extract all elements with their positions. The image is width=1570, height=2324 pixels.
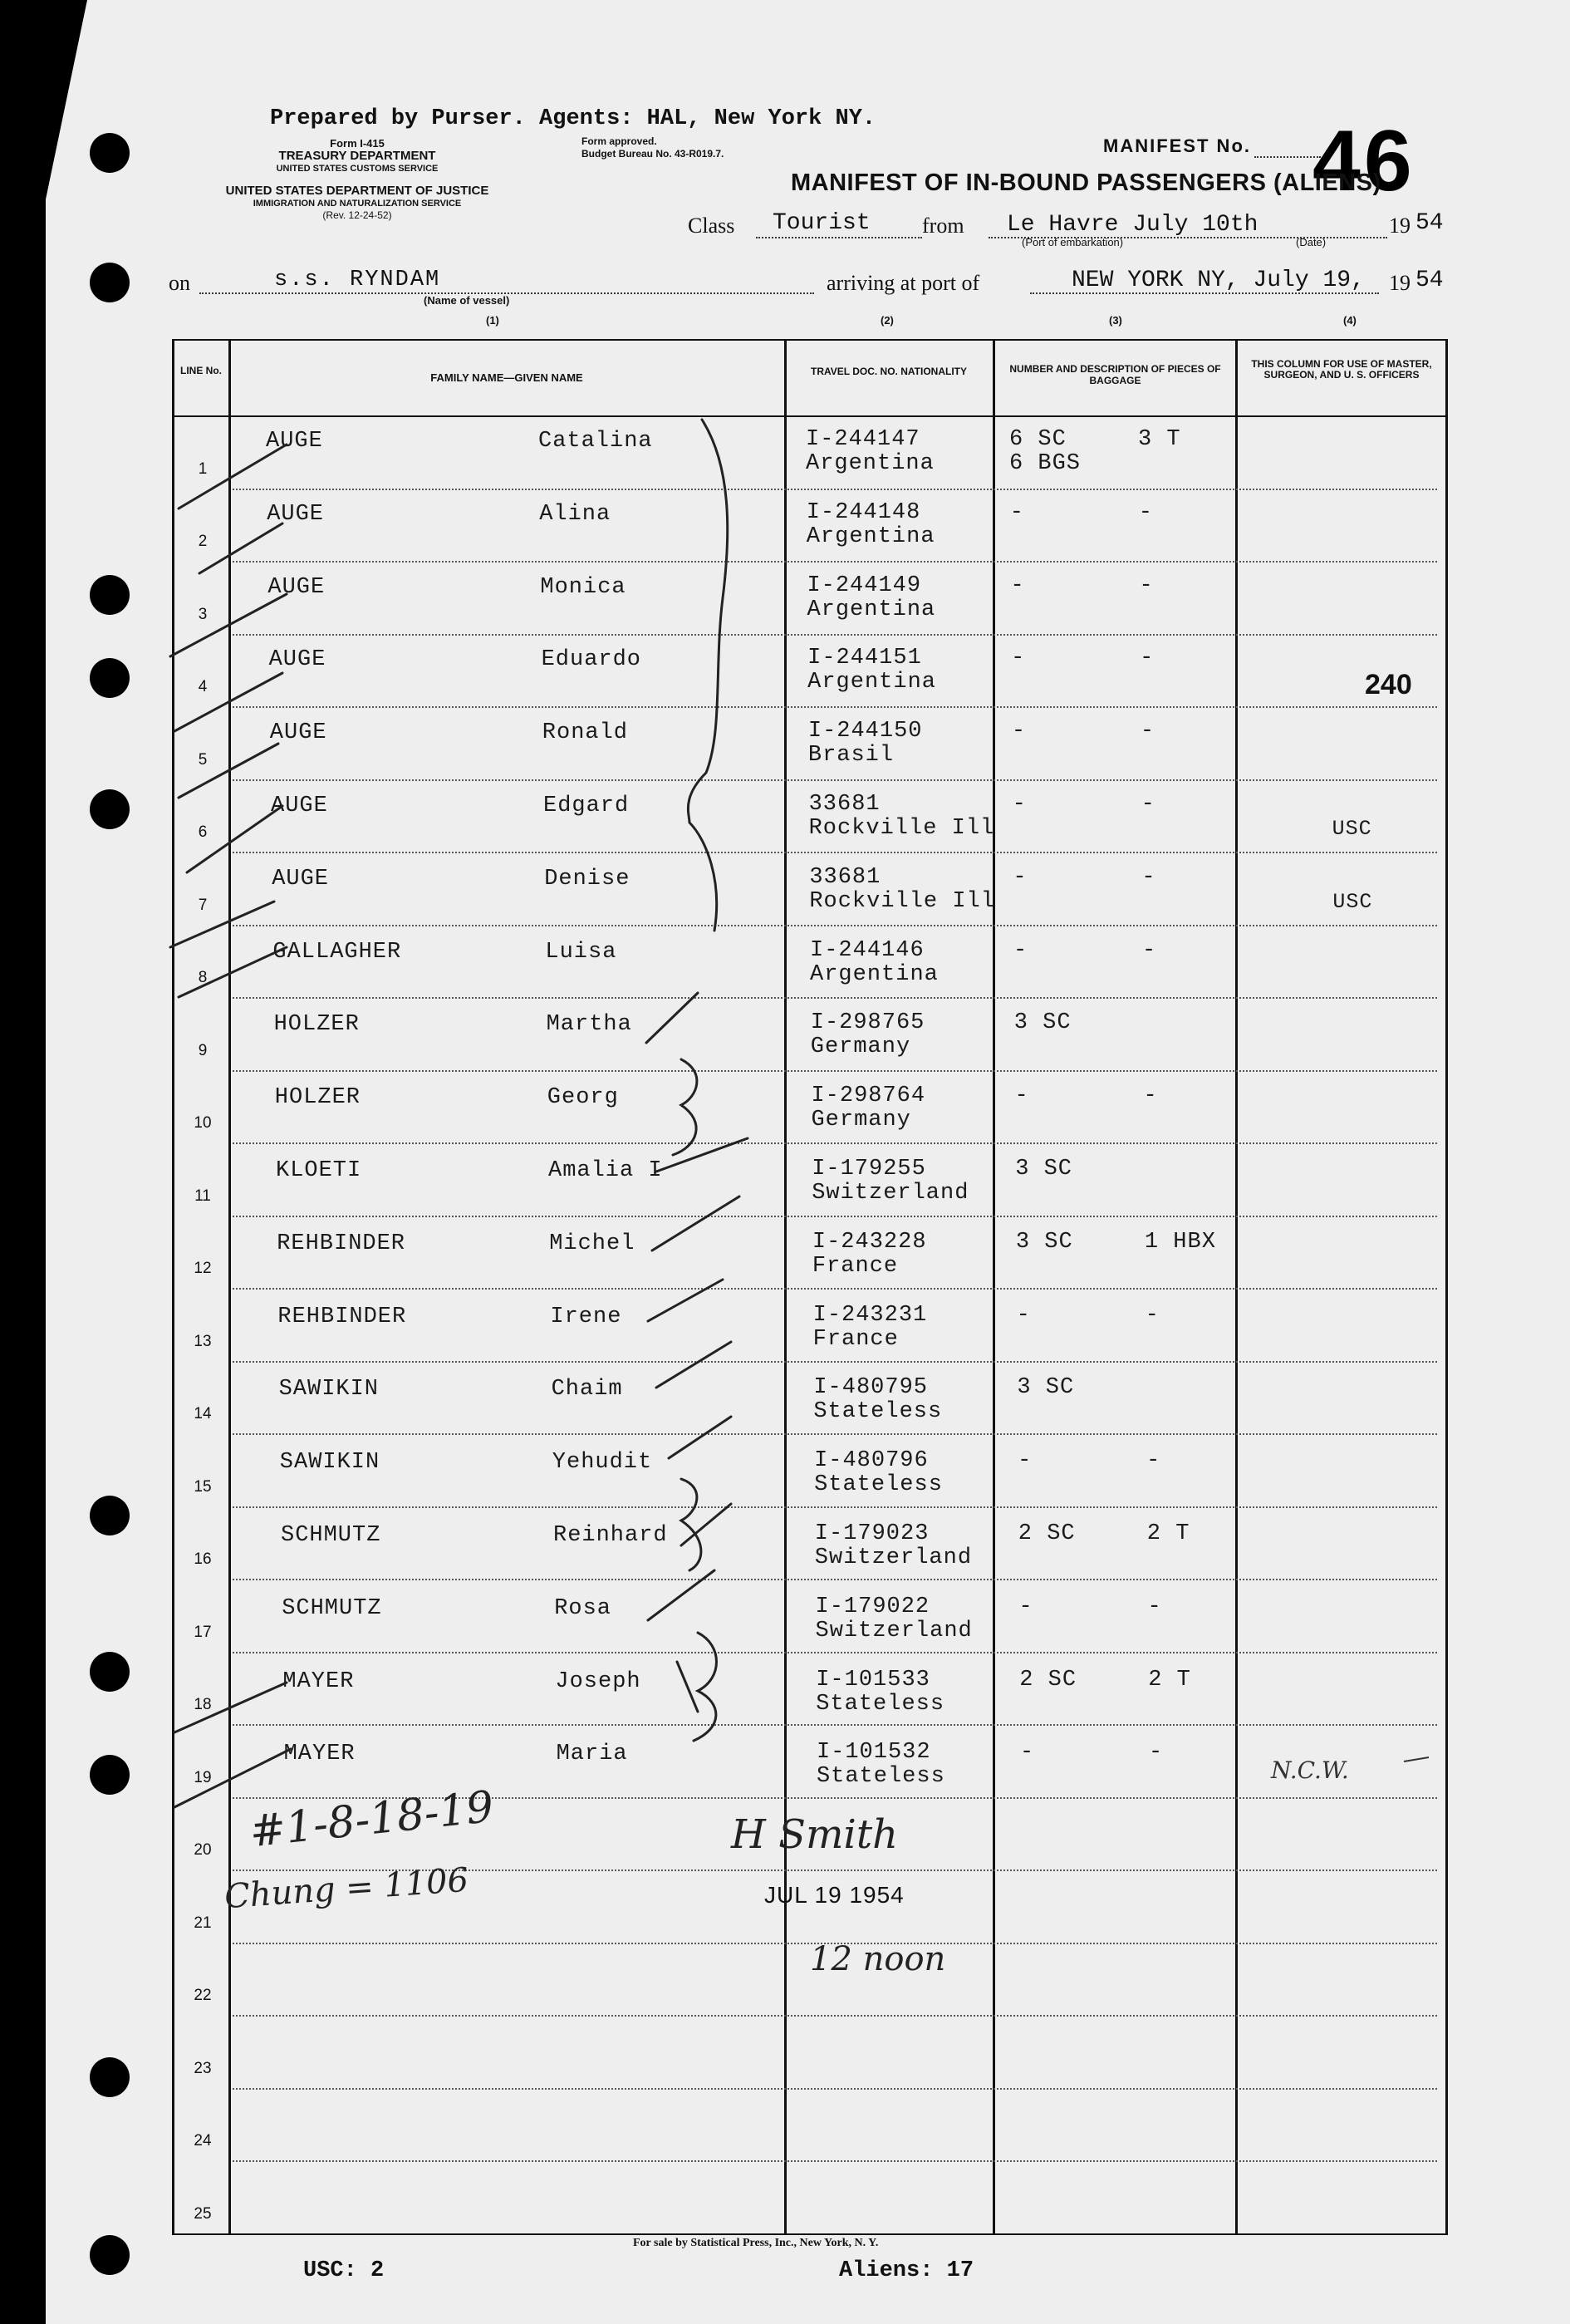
baggage-count: - <box>1012 792 1027 817</box>
line-number: 9 <box>198 1041 208 1059</box>
header-line-no: LINE No. <box>180 365 222 376</box>
line-number: 25 <box>194 2204 212 2223</box>
baggage-count: - <box>1018 1594 1033 1619</box>
line-number: 3 <box>198 605 208 623</box>
baggage-description: - <box>1142 937 1157 963</box>
line-number: 18 <box>194 1696 212 1713</box>
class-label: Class <box>688 214 735 238</box>
arriving-label: arriving at port of <box>827 271 980 295</box>
given-name: Amalia I <box>548 1158 663 1183</box>
family-name: MAYER <box>282 1668 355 1694</box>
line-number: 14 <box>194 1405 212 1422</box>
baggage-count: - <box>1011 719 1027 744</box>
nationality: Stateless <box>814 1472 943 1498</box>
arriving-year-prefix: 19 <box>1389 271 1411 295</box>
officer-note: USC <box>1332 817 1372 841</box>
revision: (Rev. 12-24-52) <box>322 209 392 221</box>
form-number: Form I-415 <box>330 137 385 150</box>
baggage-count: 3 SC <box>1015 1157 1072 1182</box>
nationality: Switzerland <box>814 1545 973 1570</box>
check-mark <box>179 744 278 798</box>
line-number: 5 <box>198 750 208 769</box>
year-suffix: 54 <box>1415 210 1444 236</box>
travel-doc-number: I-244147 <box>806 427 920 452</box>
travel-doc-number: I-244150 <box>807 719 923 744</box>
given-name: Rosa <box>554 1595 611 1621</box>
line-number: 6 <box>198 823 208 841</box>
date-caption: (Date) <box>1296 236 1327 248</box>
check-mark <box>170 902 274 947</box>
family-name: SAWIKIN <box>279 1450 380 1476</box>
column-caption-1: (1) <box>486 314 499 327</box>
travel-doc-number: I-179022 <box>815 1594 930 1619</box>
nationality: Argentina <box>806 523 935 549</box>
manifest-label: MANIFEST No. <box>1103 135 1251 156</box>
nationality: Argentina <box>807 670 936 695</box>
given-name: Joseph <box>555 1668 641 1694</box>
baggage-description: - <box>1141 864 1156 890</box>
justice-department: UNITED STATES DEPARTMENT OF JUSTICE <box>225 184 489 198</box>
nationality: Brasil <box>807 743 895 769</box>
travel-doc-number: I-243228 <box>812 1229 927 1255</box>
family-name: REHBINDER <box>277 1231 406 1256</box>
check-mark <box>199 523 282 573</box>
baggage-description: - <box>1138 499 1153 525</box>
nationality: Argentina <box>807 597 936 622</box>
treasury-department: TREASURY DEPARTMENT <box>278 149 436 163</box>
baggage-description: - <box>1143 1083 1158 1109</box>
budget-bureau: Budget Bureau No. 43-R019.7. <box>581 148 724 160</box>
travel-doc-number: I-480795 <box>813 1375 928 1401</box>
family-name: SCHMUTZ <box>281 1523 381 1548</box>
manifest-number: 46 <box>1312 113 1415 209</box>
baggage-count: - <box>1013 937 1028 963</box>
baggage-count: - <box>1009 499 1024 525</box>
travel-doc-number: I-480796 <box>814 1448 929 1474</box>
given-name: Ronald <box>542 720 629 746</box>
baggage-count: 6 SC <box>1009 427 1067 452</box>
immigration-service: IMMIGRATION AND NATURALIZATION SERVICE <box>253 199 462 209</box>
check-mark <box>179 947 287 997</box>
handwritten-line-list: #1-8-18-19 <box>247 1781 497 1858</box>
family-name: HOLZER <box>273 1012 360 1038</box>
baggage-description: 2 T <box>1148 1667 1191 1693</box>
line-number: 15 <box>194 1477 212 1496</box>
baggage-description: - <box>1140 719 1155 744</box>
header-name: FAMILY NAME—GIVEN NAME <box>430 371 583 384</box>
travel-doc-number: I-179255 <box>812 1157 926 1182</box>
given-name: Luisa <box>545 939 617 965</box>
baggage-description: - <box>1145 1302 1160 1328</box>
publisher: For sale by Statistical Press, Inc., New York, N. Y. <box>633 2237 879 2249</box>
given-name: Maria <box>556 1742 628 1767</box>
line-number: 4 <box>198 678 208 695</box>
baggage-description: 2 T <box>1146 1521 1190 1546</box>
baggage-description: - <box>1139 572 1154 598</box>
arrival-time-note: 12 noon <box>810 1940 946 1978</box>
family-name: AUGE <box>269 720 327 746</box>
line-number: 20 <box>194 1841 212 1859</box>
column-caption-4: (4) <box>1343 314 1357 327</box>
customs-service: UNITED STATES CUSTOMS SERVICE <box>276 164 439 174</box>
line-number: 13 <box>194 1332 212 1350</box>
family-name: SCHMUTZ <box>282 1595 382 1621</box>
aliens-count: Aliens: 17 <box>839 2258 974 2283</box>
line-number: 16 <box>194 1550 212 1568</box>
baggage-count: - <box>1013 864 1028 890</box>
given-name: Monica <box>540 574 626 600</box>
given-name: Yehudit <box>552 1450 653 1476</box>
baggage-count-extra: 6 BGS <box>1009 451 1082 476</box>
form-approved: Form approved. <box>581 135 657 147</box>
check-mark <box>179 445 287 509</box>
baggage-description: - <box>1148 1740 1164 1766</box>
line-number: 23 <box>194 2059 212 2077</box>
given-name: Michel <box>549 1231 635 1256</box>
line-number: 8 <box>198 969 208 986</box>
given-name: Edgard <box>543 794 630 818</box>
given-name: Alina <box>539 501 611 527</box>
baggage-description: - <box>1140 646 1155 671</box>
officer-note: USC <box>1332 889 1373 914</box>
given-name: Catalina <box>538 429 653 454</box>
line-number: 22 <box>194 1987 212 2004</box>
nationality: Germany <box>810 1034 911 1060</box>
travel-doc-number: I-244151 <box>807 646 922 671</box>
header-travel-doc: TRAVEL DOC. NO. NATIONALITY <box>811 366 967 377</box>
from-label: from <box>922 214 964 238</box>
baggage-count: - <box>1011 646 1026 671</box>
line-number: 24 <box>194 2132 212 2150</box>
given-name: Eduardo <box>541 647 642 673</box>
line-number: 12 <box>194 1260 212 1277</box>
travel-doc-number: I-244146 <box>810 937 925 963</box>
line-number: 17 <box>194 1623 212 1641</box>
travel-doc-number: 33681 <box>809 864 881 890</box>
baggage-count: 3 SC <box>1017 1375 1075 1401</box>
family-name: AUGE <box>266 429 323 454</box>
nationality: Stateless <box>816 1691 945 1717</box>
handwritten-note: Chung = 1106 <box>223 1860 470 1917</box>
nationality: Rockville Ill <box>808 816 995 841</box>
baggage-description: 1 HBX <box>1144 1229 1216 1255</box>
line-number: 10 <box>194 1114 212 1132</box>
baggage-count: - <box>1016 1302 1031 1328</box>
check-mark <box>174 673 282 731</box>
travel-doc-number: I-179023 <box>814 1521 930 1546</box>
year-prefix: 19 <box>1389 214 1411 238</box>
given-name: Chaim <box>551 1377 623 1403</box>
travel-doc-number: I-298765 <box>810 1010 925 1036</box>
line-number: 1 <box>198 459 208 478</box>
baggage-count: 2 SC <box>1019 1667 1077 1693</box>
baggage-description: - <box>1146 1448 1161 1474</box>
nationality: Argentina <box>806 451 935 476</box>
check-mark <box>170 594 287 656</box>
travel-doc-number: I-101533 <box>816 1667 930 1693</box>
class-value: Tourist <box>773 210 871 236</box>
line-number: 21 <box>194 1914 212 1932</box>
family-name: AUGE <box>272 866 329 892</box>
family-name: REHBINDER <box>277 1304 407 1329</box>
prepared-by: Prepared by Purser. Agents: HAL, New York NY. <box>270 106 876 131</box>
arrival-date-stamp: JUL 19 1954 <box>764 1882 905 1908</box>
check-mark <box>187 806 282 872</box>
nationality: Switzerland <box>815 1618 973 1644</box>
family-name: AUGE <box>267 574 326 600</box>
baggage-description: 3 T <box>1138 427 1181 452</box>
on-label: on <box>169 271 190 295</box>
officer-note-ncw: N.C.W. <box>1271 1757 1349 1784</box>
nationality: Argentina <box>810 961 939 987</box>
family-name: AUGE <box>268 647 326 673</box>
family-name: KLOETI <box>276 1158 362 1183</box>
travel-doc-number: I-243231 <box>812 1302 928 1328</box>
column-caption-2: (2) <box>881 314 894 327</box>
baggage-count: 3 SC <box>1015 1229 1073 1255</box>
check-mark <box>174 1683 287 1732</box>
officer-number-240: 240 <box>1365 669 1412 700</box>
baggage-count: - <box>1010 572 1025 598</box>
nationality: Switzerland <box>812 1181 969 1206</box>
family-name: AUGE <box>267 501 324 527</box>
given-name: Irene <box>550 1304 622 1329</box>
manifest-title: MANIFEST OF IN-BOUND PASSENGERS (ALIENS) <box>791 170 1381 196</box>
arriving-year-suffix: 54 <box>1415 268 1444 293</box>
given-name: Martha <box>546 1012 632 1038</box>
usc-count: USC: 2 <box>303 2258 385 2283</box>
given-name: Reinhard <box>553 1523 668 1548</box>
baggage-description: - <box>1141 792 1155 817</box>
line-number: 19 <box>194 1768 212 1786</box>
header-baggage: NUMBER AND DESCRIPTION OF PIECES OF BAGGAGE <box>1009 363 1221 386</box>
nationality: Rockville Ill <box>809 888 995 914</box>
column-caption-3: (3) <box>1109 314 1122 327</box>
family-name: GALLAGHER <box>272 939 402 965</box>
given-name: Denise <box>544 866 630 892</box>
baggage-count: 2 SC <box>1018 1521 1076 1546</box>
nationality: Stateless <box>813 1399 943 1425</box>
family-name: SAWIKIN <box>278 1377 380 1403</box>
baggage-count: 3 SC <box>1013 1010 1072 1036</box>
baggage-description: - <box>1147 1594 1162 1619</box>
baggage-count: - <box>1014 1083 1029 1109</box>
baggage-count: - <box>1019 1740 1035 1766</box>
line-number: 7 <box>198 896 208 914</box>
line-number: 2 <box>198 533 208 550</box>
travel-doc-number: 33681 <box>808 792 881 817</box>
header-officers: THIS COLUMN FOR USE OF MASTER, SURGEON, AND U. S. OFFICERS <box>1251 358 1432 381</box>
nationality: France <box>812 1326 899 1352</box>
baggage-count: - <box>1018 1448 1033 1474</box>
travel-doc-number: I-244148 <box>806 499 921 525</box>
travel-doc-number: I-101532 <box>816 1740 931 1766</box>
arriving-port: NEW YORK NY, July 19, <box>1072 268 1365 293</box>
nationality: Germany <box>811 1108 911 1133</box>
nationality: Stateless <box>816 1764 945 1790</box>
officer-signature: H Smith <box>731 1811 899 1858</box>
from-value: Le Havre July 10th <box>1007 212 1258 238</box>
port-embarkation-caption: (Port of embarkation) <box>1022 236 1124 248</box>
given-name: Georg <box>547 1085 619 1111</box>
family-name: AUGE <box>271 794 328 818</box>
family-name: HOLZER <box>274 1085 361 1111</box>
check-mark <box>174 1749 291 1807</box>
nationality: France <box>812 1253 899 1279</box>
family-name: MAYER <box>283 1742 356 1767</box>
line-number: 11 <box>194 1187 211 1205</box>
vessel-caption: (Name of vessel) <box>424 294 510 307</box>
vessel-name: s.s. RYNDAM <box>274 268 441 292</box>
travel-doc-number: I-298764 <box>811 1083 926 1109</box>
travel-doc-number: I-244149 <box>807 572 922 598</box>
